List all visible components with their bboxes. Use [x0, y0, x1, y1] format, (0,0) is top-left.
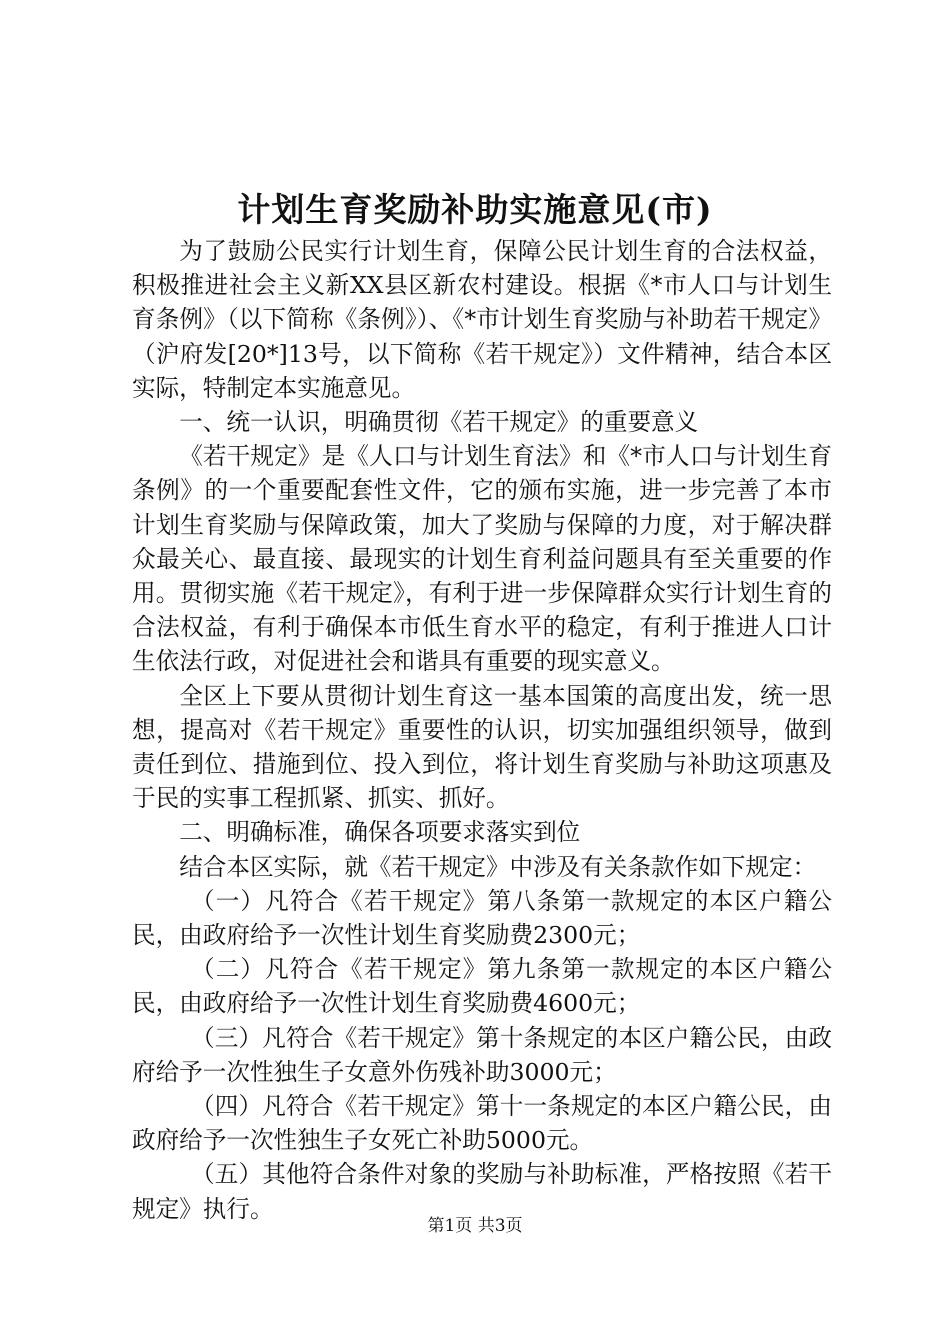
body-paragraph: 结合本区实际，就《若干规定》中涉及有关条款作如下规定：	[179, 852, 817, 881]
document-title: 计划生育奖励补助实施意见(市)	[237, 190, 713, 229]
list-item: （五）其他符合条件对象的奖励与补助标准，严格按照《若干规定》执行。	[132, 1160, 832, 1223]
list-item: （四）凡符合《若干规定》第十一条规定的本区户籍公民，由政府给予一次性独生子女死亡补助5000元。	[132, 1092, 832, 1155]
document-body	[132, 234, 832, 1226]
section-heading-1: 一、统一认识，明确贯彻《若干规定》的重要意义	[179, 408, 699, 437]
list-item: （二）凡符合《若干规定》第九条第一款规定的本区户籍公民，由政府给予一次性计划生育奖励费4600元；	[132, 955, 832, 1018]
list-item: （三）凡符合《若干规定》第十条规定的本区户籍公民，由政府给予一次性独生子女意外伤残补助3000元；	[132, 1023, 832, 1086]
body-paragraph: 全区上下要从贯彻计划生育这一基本国策的高度出发，统一思想，提高对《若干规定》重要性的认识，切实加强组织领导，做到责任到位、措施到位、投入到位，将计划生育奖励与补助这项惠及于民的实事工程抓紧、抓实、抓好。	[132, 681, 832, 813]
intro-paragraph: 为了鼓励公民实行计划生育，保障公民计划生育的合法权益，积极推进社会主义新XX县区新农村建设。根据《*市人口与计划生育条例》（以下简称《条例》）、《*市计划生育奖励与补助若干规定》（沪府发[20*]13号，以下简称《若干规定》）文件精神，结合本区实际，特制定本实施意见。	[132, 237, 832, 402]
section-heading-2: 二、明确标准，确保各项要求落实到位	[179, 818, 581, 847]
body-paragraph: 《若干规定》是《人口与计划生育法》和《*市人口与计划生育条例》的一个重要配套性文件，它的颁布实施，进一步完善了本市计划生育奖励与保障政策，加大了奖励与保障的力度，对于解决群众最关心、最直接、最现实的计划生育利益问题具有至关重要的作用。贯彻实施《若干规定》，有利于进一步保障群众实行计划生育的合法权益，有利于确保本市低生育水平的稳定，有利于推进人口计生依法行政，对促进社会和谐具有重要的现实意义。	[132, 442, 832, 676]
list-item: （一）凡符合《若干规定》第八条第一款规定的本区户籍公民，由政府给予一次性计划生育奖励费2300元；	[132, 886, 832, 950]
page-footer: 第1页 共3页	[427, 1216, 523, 1236]
